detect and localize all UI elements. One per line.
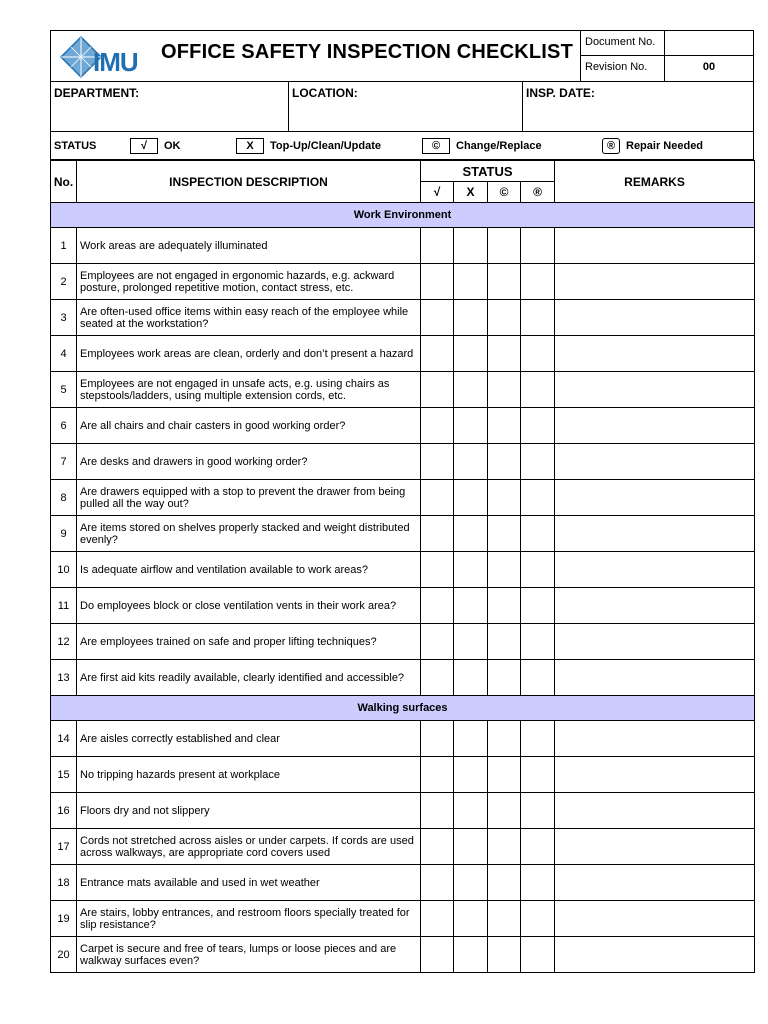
item-description: Work areas are adequately illuminated xyxy=(77,228,421,264)
legend-ok xyxy=(130,138,236,154)
status-ok-cell[interactable] xyxy=(421,372,454,408)
remarks-cell[interactable] xyxy=(555,660,755,696)
status-repair-cell[interactable] xyxy=(521,408,555,444)
table-row xyxy=(51,372,755,408)
logo-text: IMU xyxy=(93,47,138,77)
item-number: 18 xyxy=(51,865,77,901)
table-row xyxy=(51,228,755,264)
status-repair-cell[interactable] xyxy=(521,516,555,552)
table-row xyxy=(51,793,755,829)
status-repair-header: ® xyxy=(521,182,555,203)
document-title: OFFICE SAFETY INSPECTION CHECKLIST xyxy=(161,41,574,63)
table-row xyxy=(51,721,755,757)
item-description: Carpet is secure and free of tears, lumps or loose pieces and are walkway surfaces even? xyxy=(77,937,421,973)
item-description: Are desks and drawers in good working order? xyxy=(77,444,421,480)
item-description: Employees are not engaged in unsafe acts, e.g. using chairs as stepstools/ladders, using multiple extension cords, etc. xyxy=(77,372,421,408)
status-change-cell[interactable] xyxy=(488,865,521,901)
status-repair-cell[interactable] xyxy=(521,937,555,973)
status-x-header: X xyxy=(454,182,488,203)
status-change-cell[interactable] xyxy=(488,937,521,973)
item-number: 15 xyxy=(51,757,77,793)
status-change-cell[interactable] xyxy=(488,372,521,408)
rev-no-value[interactable]: 00 xyxy=(702,61,716,73)
section-header-row xyxy=(51,203,755,228)
status-ok-cell[interactable] xyxy=(421,588,454,624)
status-repair-cell[interactable] xyxy=(521,336,555,372)
section-title: Walking surfaces xyxy=(51,696,755,721)
status-repair-cell[interactable] xyxy=(521,865,555,901)
status-change-cell[interactable] xyxy=(488,444,521,480)
remarks-cell[interactable] xyxy=(555,829,755,865)
table-row xyxy=(51,865,755,901)
status-x-cell[interactable] xyxy=(454,721,488,757)
item-number: 12 xyxy=(51,624,77,660)
remarks-cell[interactable] xyxy=(555,228,755,264)
remarks-cell[interactable] xyxy=(555,444,755,480)
status-x-cell[interactable] xyxy=(454,300,488,336)
table-row xyxy=(51,336,755,372)
item-description: Are employees trained on safe and proper lifting techniques? xyxy=(77,624,421,660)
section-title: Work Environment xyxy=(51,203,755,228)
item-description: Floors dry and not slippery xyxy=(77,793,421,829)
status-change-cell[interactable] xyxy=(488,660,521,696)
status-ok-cell[interactable] xyxy=(421,829,454,865)
checklist-sheet xyxy=(50,30,754,973)
item-number: 5 xyxy=(51,372,77,408)
status-ok-cell[interactable] xyxy=(421,901,454,937)
status-ok-cell[interactable] xyxy=(421,300,454,336)
item-number: 9 xyxy=(51,516,77,552)
table-row xyxy=(51,444,755,480)
table-row xyxy=(51,552,755,588)
remarks-cell[interactable] xyxy=(555,552,755,588)
table-row xyxy=(51,300,755,336)
status-x-cell[interactable] xyxy=(454,516,488,552)
remarks-cell[interactable] xyxy=(555,336,755,372)
status-repair-cell[interactable] xyxy=(521,444,555,480)
document-info xyxy=(580,31,753,81)
status-x-cell[interactable] xyxy=(454,624,488,660)
col-remarks-header: REMARKS xyxy=(555,161,755,203)
col-status-header: STATUS xyxy=(421,161,555,182)
status-x-cell[interactable] xyxy=(454,336,488,372)
status-ok-cell[interactable] xyxy=(421,408,454,444)
insp-date-label: INSP. DATE: xyxy=(526,86,595,100)
remarks-cell[interactable] xyxy=(555,757,755,793)
item-number: 8 xyxy=(51,480,77,516)
legend-ok-symbol: √ xyxy=(130,138,158,154)
insp-date-field[interactable] xyxy=(523,82,753,131)
doc-no-label: Document No. xyxy=(581,31,665,55)
doc-no-value[interactable] xyxy=(665,31,753,55)
table-row xyxy=(51,588,755,624)
item-number: 17 xyxy=(51,829,77,865)
item-number: 6 xyxy=(51,408,77,444)
status-repair-cell[interactable] xyxy=(521,901,555,937)
remarks-cell[interactable] xyxy=(555,624,755,660)
status-ok-cell[interactable] xyxy=(421,516,454,552)
legend-repair-label: Repair Needed xyxy=(626,139,704,152)
status-repair-cell[interactable] xyxy=(521,228,555,264)
item-number: 13 xyxy=(51,660,77,696)
status-change-cell[interactable] xyxy=(488,264,521,300)
status-x-cell[interactable] xyxy=(454,865,488,901)
location-field[interactable] xyxy=(289,82,523,131)
status-change-cell[interactable] xyxy=(488,480,521,516)
legend-topup xyxy=(236,138,422,154)
status-repair-cell[interactable] xyxy=(521,624,555,660)
status-ok-cell[interactable] xyxy=(421,264,454,300)
status-change-cell[interactable] xyxy=(488,829,521,865)
col-desc-header: INSPECTION DESCRIPTION xyxy=(77,161,421,203)
remarks-cell[interactable] xyxy=(555,793,755,829)
status-x-cell[interactable] xyxy=(454,264,488,300)
section-header-row xyxy=(51,696,755,721)
status-ok-cell[interactable] xyxy=(421,228,454,264)
status-change-cell[interactable] xyxy=(488,793,521,829)
table-row xyxy=(51,757,755,793)
status-repair-cell[interactable] xyxy=(521,721,555,757)
legend-repair-symbol: ® xyxy=(602,138,620,154)
remarks-cell[interactable] xyxy=(555,372,755,408)
status-x-cell[interactable] xyxy=(454,408,488,444)
status-repair-cell[interactable] xyxy=(521,264,555,300)
department-field[interactable] xyxy=(51,82,289,131)
status-ok-cell[interactable] xyxy=(421,793,454,829)
remarks-cell[interactable] xyxy=(555,300,755,336)
status-change-cell[interactable] xyxy=(488,228,521,264)
status-ok-cell[interactable] xyxy=(421,865,454,901)
item-description: Entrance mats available and used in wet weather xyxy=(77,865,421,901)
status-x-cell[interactable] xyxy=(454,372,488,408)
item-description: No tripping hazards present at workplace xyxy=(77,757,421,793)
status-x-cell[interactable] xyxy=(454,444,488,480)
table-row xyxy=(51,516,755,552)
status-ok-cell[interactable] xyxy=(421,624,454,660)
item-number: 2 xyxy=(51,264,77,300)
status-ok-cell[interactable] xyxy=(421,660,454,696)
item-description: Are drawers equipped with a stop to prevent the drawer from being pulled all the way out? xyxy=(77,480,421,516)
status-x-cell[interactable] xyxy=(454,757,488,793)
remarks-cell[interactable] xyxy=(555,480,755,516)
remarks-cell[interactable] xyxy=(555,865,755,901)
status-repair-cell[interactable] xyxy=(521,757,555,793)
remarks-cell[interactable] xyxy=(555,516,755,552)
item-description: Are aisles correctly established and clear xyxy=(77,721,421,757)
inspection-table xyxy=(50,160,755,973)
item-description: Employees work areas are clean, orderly and don’t present a hazard xyxy=(77,336,421,372)
status-x-cell[interactable] xyxy=(454,793,488,829)
item-number: 11 xyxy=(51,588,77,624)
inspection-meta xyxy=(50,82,754,132)
table-row xyxy=(51,408,755,444)
legend-change xyxy=(422,138,602,154)
status-ok-cell[interactable] xyxy=(421,480,454,516)
legend-repair xyxy=(602,138,703,154)
status-change-cell[interactable] xyxy=(488,336,521,372)
item-number: 16 xyxy=(51,793,77,829)
table-row xyxy=(51,480,755,516)
rev-no-label: Revision No. xyxy=(581,56,665,81)
status-repair-cell[interactable] xyxy=(521,480,555,516)
status-x-cell[interactable] xyxy=(454,552,488,588)
table-row xyxy=(51,937,755,973)
legend-status-label: STATUS xyxy=(54,139,97,152)
item-description: Are all chairs and chair casters in good working order? xyxy=(77,408,421,444)
table-row xyxy=(51,660,755,696)
legend-topup-symbol: X xyxy=(236,138,264,154)
department-label: DEPARTMENT: xyxy=(54,86,140,100)
status-change-cell[interactable] xyxy=(488,901,521,937)
status-ok-cell[interactable] xyxy=(421,552,454,588)
status-change-cell[interactable] xyxy=(488,516,521,552)
item-description: Employees are not engaged in ergonomic hazards, e.g. ackward posture, prolonged repetitive motion, contact stress, etc. xyxy=(77,264,421,300)
item-description: Are stairs, lobby entrances, and restroom floors specially treated for slip resistance? xyxy=(77,901,421,937)
item-number: 4 xyxy=(51,336,77,372)
item-number: 1 xyxy=(51,228,77,264)
legend-topup-label: Top-Up/Clean/Update xyxy=(270,139,382,152)
status-change-cell[interactable] xyxy=(488,588,521,624)
remarks-cell[interactable] xyxy=(555,721,755,757)
legend-ok-label: OK xyxy=(164,139,181,152)
status-change-cell[interactable] xyxy=(488,552,521,588)
status-x-cell[interactable] xyxy=(454,588,488,624)
status-change-cell[interactable] xyxy=(488,721,521,757)
status-x-cell[interactable] xyxy=(454,901,488,937)
remarks-cell[interactable] xyxy=(555,901,755,937)
remarks-cell[interactable] xyxy=(555,588,755,624)
status-ok-cell[interactable] xyxy=(421,937,454,973)
legend-change-symbol: © xyxy=(422,138,450,154)
status-repair-cell[interactable] xyxy=(521,793,555,829)
location-label: LOCATION: xyxy=(292,86,358,100)
status-ok-cell[interactable] xyxy=(421,336,454,372)
table-row xyxy=(51,901,755,937)
item-description: Cords not stretched across aisles or under carpets. If cords are used across walkways, are appropriate cord covers used xyxy=(77,829,421,865)
item-number: 7 xyxy=(51,444,77,480)
document-header xyxy=(50,30,754,82)
item-number: 10 xyxy=(51,552,77,588)
status-ok-cell[interactable] xyxy=(421,757,454,793)
table-row xyxy=(51,829,755,865)
item-description: Do employees block or close ventilation vents in their work area? xyxy=(77,588,421,624)
status-x-cell[interactable] xyxy=(454,829,488,865)
status-change-cell[interactable] xyxy=(488,408,521,444)
item-number: 19 xyxy=(51,901,77,937)
status-legend xyxy=(50,132,754,160)
table-row xyxy=(51,264,755,300)
item-number: 14 xyxy=(51,721,77,757)
legend-change-label: Change/Replace xyxy=(456,139,542,152)
status-repair-cell[interactable] xyxy=(521,829,555,865)
status-repair-cell[interactable] xyxy=(521,588,555,624)
remarks-cell[interactable] xyxy=(555,408,755,444)
status-x-cell[interactable] xyxy=(454,937,488,973)
status-x-cell[interactable] xyxy=(454,660,488,696)
status-repair-cell[interactable] xyxy=(521,300,555,336)
status-ok-cell[interactable] xyxy=(421,721,454,757)
status-repair-cell[interactable] xyxy=(521,660,555,696)
col-no-header: No. xyxy=(51,161,77,203)
item-description: Are items stored on shelves properly stacked and weight distributed evenly? xyxy=(77,516,421,552)
remarks-cell[interactable] xyxy=(555,937,755,973)
status-repair-cell[interactable] xyxy=(521,372,555,408)
status-x-cell[interactable] xyxy=(454,228,488,264)
status-change-cell[interactable] xyxy=(488,300,521,336)
company-logo xyxy=(59,35,151,79)
status-x-cell[interactable] xyxy=(454,480,488,516)
status-change-cell[interactable] xyxy=(488,757,521,793)
status-repair-cell[interactable] xyxy=(521,552,555,588)
item-description: Are often-used office items within easy reach of the employee while seated at the workstation? xyxy=(77,300,421,336)
remarks-cell[interactable] xyxy=(555,264,755,300)
status-ok-header: √ xyxy=(421,182,454,203)
status-change-header: © xyxy=(488,182,521,203)
item-number: 20 xyxy=(51,937,77,973)
item-description: Are first aid kits readily available, clearly identified and accessible? xyxy=(77,660,421,696)
item-number: 3 xyxy=(51,300,77,336)
table-row xyxy=(51,624,755,660)
status-ok-cell[interactable] xyxy=(421,444,454,480)
status-change-cell[interactable] xyxy=(488,624,521,660)
item-description: Is adequate airflow and ventilation available to work areas? xyxy=(77,552,421,588)
